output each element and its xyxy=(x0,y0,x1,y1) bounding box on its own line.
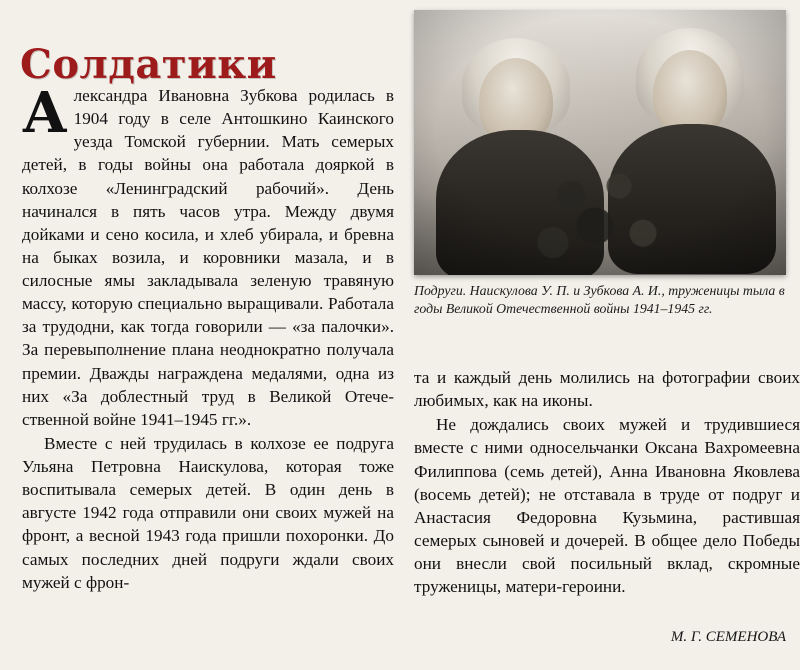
paragraph-left-1-text: лександра Ивановна Зубкова родилась в 1904 году в селе Антошкино Каинского уезда Томской губернии. Мать семерых детей, в годы войны она работала дояркой в колхозе «Ленинградский рабочий». День начинался в пять часов утра. Между двумя дойками и сено косила, и хлеб убирала, и бревна на быках возила, и коровники мазала, и в силосные ямы закладывала зеленую травяную массу, которую специально выращивали. Работала за трудодни, как тогда говорили — «за палочки». За перевыполнение плана неоднократно получала премии. Дважды награждена медалями, одна из них «За доблестный труд в Великой Отечественной войне 1941–1945 гг.». xyxy=(22,86,394,429)
left-text-column xyxy=(22,80,394,594)
right-text-column xyxy=(414,366,800,598)
paragraph-left-2: Вместе с ней трудилась в колхозе ее подруга Ульяна Петровна Наискулова, которая тоже воспитывала семерых детей. В один день в августе 1942 года отправили они своих мужей на фронт, а весной 1943 года пришли похоронки. До самых последних дней подруги ждали своих мужей с фрон- xyxy=(22,433,394,592)
photo-vignette xyxy=(414,10,786,275)
photo-image xyxy=(414,10,786,275)
paragraph-left-1 xyxy=(22,80,394,431)
photograph xyxy=(414,10,786,275)
drop-cap: А xyxy=(22,80,68,146)
author-signature: М. Г. СЕМЕНОВА xyxy=(670,629,786,645)
paragraph-right-2: Не дождались своих мужей и трудившиеся вместе с ними односельчанки Оксана Вахромеевна Филиппова (семь детей), Анна Ивановна Яковлева (восемь детей); не отставала в труде от подруг и Анастасия Федоровна Кузьмина, растившая семерых сыновей и дочерей. В общее дело Победы они внесли свой посильный вклад, скромные труженицы, матери-героини. xyxy=(414,415,800,597)
paragraph-right-1: та и каждый день молились на фотографии своих любимых, как на иконы. xyxy=(414,368,800,411)
page-title: Солдатики xyxy=(20,40,277,88)
photo-caption: Подруги. Наискулова У. П. и Зубкова А. И., труженицы тыла в годы Великой Отечественной войны 1941–1945 гг. xyxy=(414,283,785,317)
